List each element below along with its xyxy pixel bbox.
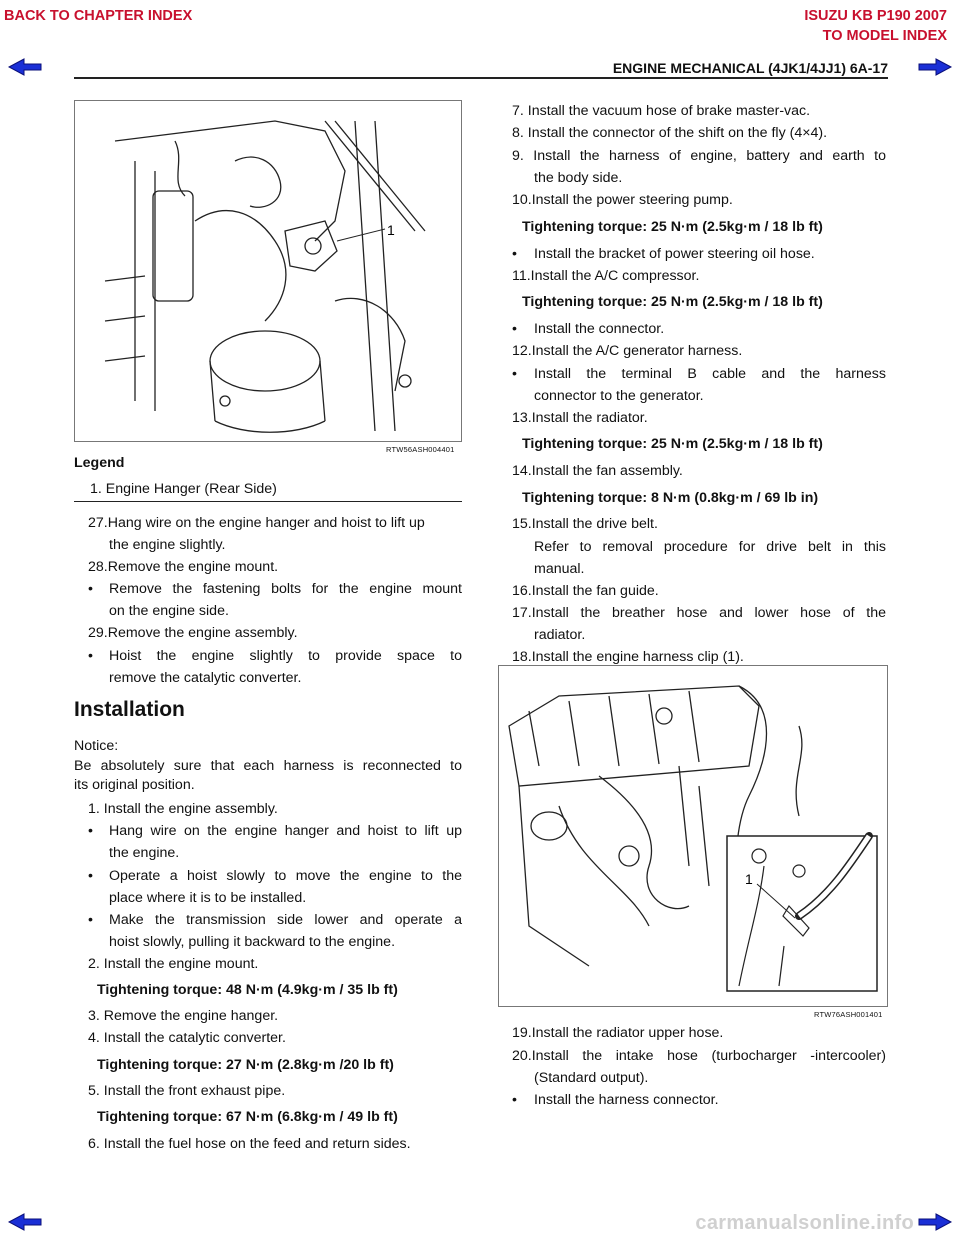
step-1: 1. Install the engine assembly. — [88, 801, 278, 817]
installation-heading: Installation — [74, 698, 185, 721]
bullet-1: • — [88, 581, 93, 597]
step-7: 7. Install the vacuum hose of brake master-vac. — [512, 103, 811, 119]
step-9: 9. Install the harness of engine, battery and earth to — [512, 148, 886, 164]
bullet-8: • — [512, 366, 517, 382]
bullet-2-cont: remove the catalytic converter. — [109, 670, 302, 686]
step-17: 17.Install the breather hose and lower hose of the — [512, 605, 886, 621]
step-27-cont: the engine slightly. — [109, 537, 226, 553]
torque-4: Tightening torque: 25 N·m (2.5kg·m / 18 lb ft) — [522, 219, 823, 235]
bullet-6-text: Install the bracket of power steering oil hose. — [534, 246, 815, 262]
figure1-code: RTW56ASH004401 — [386, 445, 455, 454]
step-8: 8. Install the connector of the shift on the fly (4×4). — [512, 125, 828, 141]
step-5: 5. Install the front exhaust pipe. — [88, 1083, 286, 1099]
bullet-9-text: Install the harness connector. — [534, 1092, 719, 1108]
step-12: 12.Install the A/C generator harness. — [512, 343, 743, 359]
step-18: 18.Install the engine harness clip (1). — [512, 649, 744, 665]
step-3: 3. Remove the engine hanger. — [88, 1008, 279, 1024]
page-header-title: ENGINE MECHANICAL (4JK1/4JJ1) 6A-17 — [612, 60, 888, 76]
bottom-prev-arrow-icon[interactable] — [8, 1213, 42, 1231]
step-20-cont: (Standard output). — [534, 1070, 649, 1086]
figure-engine-hanger — [74, 100, 462, 442]
step-10: 10.Install the power steering pump. — [512, 192, 733, 208]
step-28: 28.Remove the engine mount. — [88, 559, 279, 575]
bullet-9: • — [512, 1092, 517, 1108]
notice-text-2: its original position. — [74, 777, 195, 793]
bullet-7: • — [512, 321, 517, 337]
figure2-callout: 1 — [745, 871, 753, 887]
bullet-1-text: Remove the fastening bolts for the engine mount — [109, 581, 462, 597]
step-16: 16.Install the fan guide. — [512, 583, 659, 599]
step-2: 2. Install the engine mount. — [88, 956, 259, 972]
legend-item: 1. Engine Hanger (Rear Side) — [90, 481, 277, 497]
bullet-5-text: Make the transmission side lower and operate a — [109, 912, 462, 928]
bullet-3-cont: the engine. — [109, 845, 180, 861]
engine-hanger-illustration — [75, 101, 461, 441]
step-17-cont: radiator. — [534, 627, 586, 643]
step-29: 29.Remove the engine assembly. — [88, 625, 298, 641]
torque-3: Tightening torque: 67 N·m (6.8kg·m / 49 lb ft) — [97, 1109, 398, 1125]
bullet-2: • — [88, 648, 93, 664]
figure-engine-harness-clip — [498, 665, 888, 1007]
bullet-5: • — [88, 912, 93, 928]
figure2-code: RTW76ASH001401 — [814, 1010, 883, 1019]
notice-text-1: Be absolutely sure that each harness is reconnected to — [74, 758, 462, 774]
prev-page-arrow-icon[interactable] — [8, 58, 42, 76]
torque-6: Tightening torque: 25 N·m (2.5kg·m / 18 lb ft) — [522, 436, 823, 452]
step-13: 13.Install the radiator. — [512, 410, 648, 426]
step-15-note-cont: manual. — [534, 561, 585, 577]
header-rule — [74, 77, 888, 79]
model-title-link[interactable]: ISUZU KB P190 2007 — [804, 8, 947, 24]
step-27: 27.Hang wire on the engine hanger and hoist to lift up — [88, 515, 425, 531]
bullet-1-cont: on the engine side. — [109, 603, 229, 619]
step-9-cont: the body side. — [534, 170, 623, 186]
torque-1: Tightening torque: 48 N·m (4.9kg·m / 35 lb ft) — [97, 982, 398, 998]
bullet-4-cont: place where it is to be installed. — [109, 890, 307, 906]
notice-label: Notice: — [74, 738, 119, 754]
bullet-7-text: Install the connector. — [534, 321, 665, 337]
step-15-note: Refer to removal procedure for drive belt in this — [534, 539, 886, 555]
torque-5: Tightening torque: 25 N·m (2.5kg·m / 18 lb ft) — [522, 294, 823, 310]
to-model-index-link[interactable]: TO MODEL INDEX — [822, 28, 947, 44]
bullet-8-text: Install the terminal B cable and the harness — [534, 366, 886, 382]
step-11: 11.Install the A/C compressor. — [512, 268, 700, 284]
bullet-4-text: Operate a hoist slowly to move the engine to the — [109, 868, 462, 884]
bullet-4: • — [88, 868, 93, 884]
torque-7: Tightening torque: 8 N·m (0.8kg·m / 69 lb in) — [522, 490, 819, 506]
back-to-chapter-link[interactable]: BACK TO CHAPTER INDEX — [4, 8, 193, 24]
next-page-arrow-icon[interactable] — [918, 58, 952, 76]
bullet-2-text: Hoist the engine slightly to provide space to — [109, 648, 462, 664]
step-14: 14.Install the fan assembly. — [512, 463, 683, 479]
step-15: 15.Install the drive belt. — [512, 516, 658, 532]
bullet-5-cont: hoist slowly, pulling it backward to the engine. — [109, 934, 396, 950]
figure1-callout: 1 — [387, 222, 395, 238]
bullet-3-text: Hang wire on the engine hanger and hoist to lift up — [109, 823, 462, 839]
engine-harness-illustration — [499, 666, 887, 1006]
bullet-3: • — [88, 823, 93, 839]
step-6: 6. Install the fuel hose on the feed and return sides. — [88, 1136, 411, 1152]
footer-watermark: carmanualsonline.info — [695, 1212, 914, 1234]
bullet-8-cont: connector to the generator. — [534, 388, 704, 404]
bottom-next-arrow-icon[interactable] — [918, 1213, 952, 1231]
legend-title: Legend — [74, 455, 125, 471]
bullet-6: • — [512, 246, 517, 262]
step-19: 19.Install the radiator upper hose. — [512, 1025, 724, 1041]
step-20: 20.Install the intake hose (turbocharger -intercooler) — [512, 1048, 886, 1064]
step-4: 4. Install the catalytic converter. — [88, 1030, 286, 1046]
legend-rule — [74, 501, 462, 502]
torque-2: Tightening torque: 27 N·m (2.8kg·m /20 lb ft) — [97, 1057, 394, 1073]
